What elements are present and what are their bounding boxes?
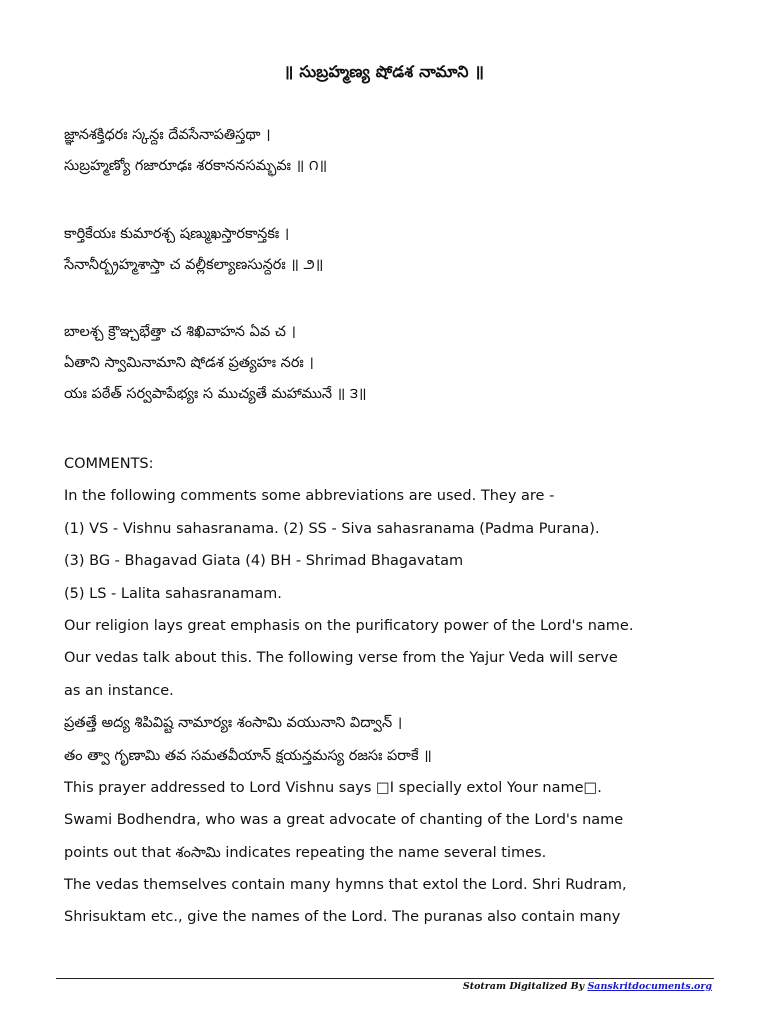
footer-prefix: Stotram Digitalized By: [462, 981, 588, 992]
comment-line: as an instance.: [64, 682, 174, 699]
verse-1: [64, 120, 714, 182]
quoted-verse-line: తం త్వా గృణామి తవ సమతవీయాన్ క్షయన్తమస్య రజసః పరాకే ॥: [64, 747, 432, 764]
comment-line: Swami Bodhendra, who was a great advocate of chanting of the Lord's name: [64, 812, 624, 829]
verse-line: కార్తికేయః కుమారశ్చ షణ్ముఖస్తారకాన్తకః ।: [64, 226, 290, 242]
verse-line: ఏతాని స్వామినామాని షోడశ ప్రత్యహః నరః ।: [64, 355, 314, 371]
verse-line: జ్ఞానశక్తిధరః స్కన్దః దేవసేనాపతిస్తథా ।: [64, 127, 271, 143]
verse-line: బాలశ్చ క్రౌఞ్చభేత్తా చ శిఖివాహన ఏవ చ ।: [64, 324, 296, 340]
comment-line: Our vedas talk about this. The following verse from the Yajur Veda will serve: [64, 650, 618, 667]
verse-3: [64, 317, 714, 410]
footer-link[interactable]: Sanskritdocuments.org: [587, 981, 712, 992]
comment-line: Shrisuktam etc., give the names of the Lord. The puranas also contain many: [64, 909, 621, 926]
verse-line: సేనానీర్బ్రహ్మశాస్తా చ వల్లీకల్యాణసున్దరః ॥ ౨॥: [64, 257, 324, 273]
comment-line: The vedas themselves contain many hymns that extol the Lord. Shri Rudram,: [64, 877, 627, 894]
comment-line: points out that శంసామి indicates repeating the name several times.: [64, 844, 547, 861]
comment-line: In the following comments some abbreviations are used. They are -: [64, 488, 555, 505]
footer-divider: [56, 978, 714, 979]
comments-heading: COMMENTS:: [64, 456, 154, 472]
verse-line: సుబ్రహ్మణ్యో గజారూఢః శరకాననసమ్భవః ॥ ౧॥: [64, 158, 328, 174]
comments-section: [64, 448, 724, 934]
comment-line: (3) BG - Bhagavad Giata (4) BH - Shrimad Bhagavatam: [64, 553, 464, 570]
page-title: ॥ సుబ్రహ్మణ్య షోడశ నామాని ॥: [283, 62, 485, 81]
comment-line: Our religion lays great emphasis on the purificatory power of the Lord's name.: [64, 617, 634, 634]
footer-credit: [463, 981, 712, 992]
verse-2: [64, 219, 714, 281]
quoted-verse-line: ప్రతత్తే అద్య శిపివిష్ట నామార్యః శంసామి వయునాని విద్వాన్ ।: [64, 715, 403, 732]
comment-line: (1) VS - Vishnu sahasranama. (2) SS - Siva sahasranama (Padma Purana).: [64, 520, 600, 537]
verse-line: యః పఠేత్ సర్వపాపేభ్యః స ముచ్యతే మహామునే ॥ ౩॥: [64, 386, 367, 402]
comment-line: This prayer addressed to Lord Vishnu says □I specially extol Your name□.: [64, 779, 602, 796]
comment-line: (5) LS - Lalita sahasranamam.: [64, 585, 282, 602]
